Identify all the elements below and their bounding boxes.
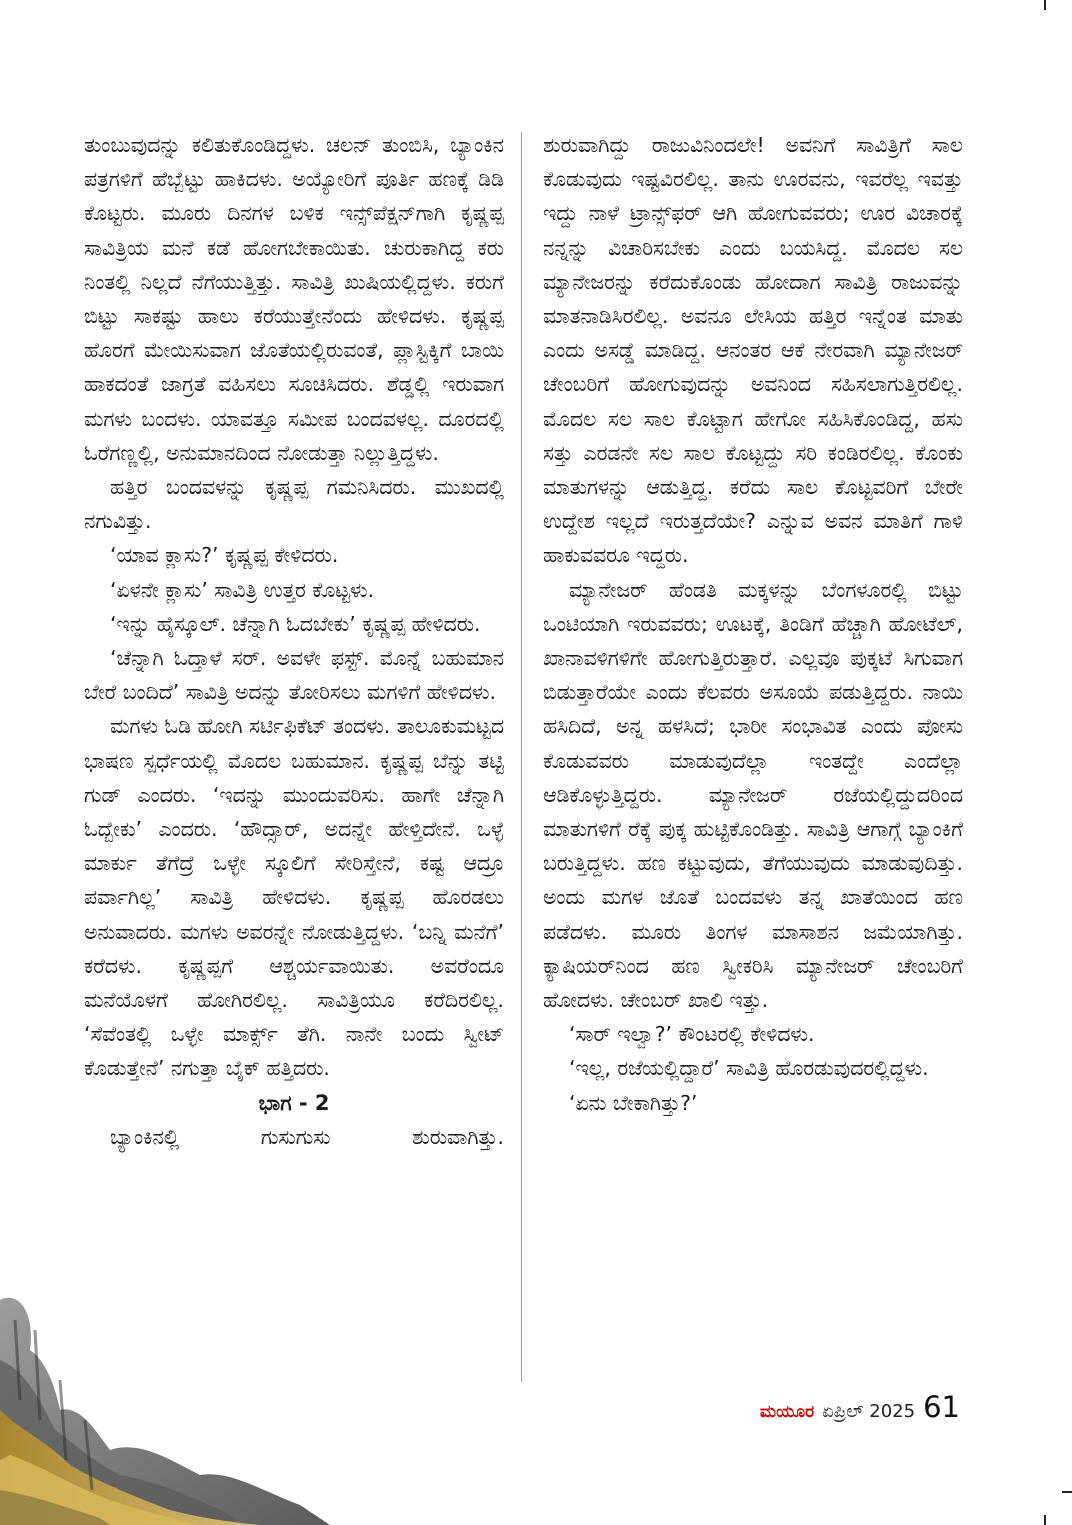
page-footer — [760, 1390, 960, 1424]
paragraph: ‘ಏಳನೇ ಕ್ಲಾಸು’ ಸಾವಿತ್ರಿ ಉತ್ತರ ಕೊಟ್ಟಳು. — [110, 577, 375, 602]
paragraph: ‘ಇಲ್ಲ, ರಜೆಯಲ್ಲಿದ್ದಾರೆ’ ಸಾವಿತ್ರಿ ಹೊರಡುವುದರಲ್ಲಿದ್ದಳು. — [569, 1056, 929, 1081]
page-number: 61 — [923, 1390, 960, 1424]
paragraph: ತುಂಬುವುದನ್ನು ಕಲಿತುಕೊಂಡಿದ್ದಳು. ಚಲನ್ ತುಂಬಿಸಿ, ಬ್ಯಾಂಕಿನ ಪತ್ರಗಳಿಗೆ ಹೆಬ್ಬೆಟ್ಟು ಹಾಕಿದಳು. ಅಯ್ಯೋರಿಗೆ ಪೂರ್ತಿ ಹಣಕ್ಕೆ ಡಿಡಿ ಕೊಟ್ಟರು. ಮೂರು ದಿನಗಳ ಬಳಿಕ ಇನ್ಸ್‌ಪೆಕ್ಷನ್‌ಗಾಗಿ ಕೃಷ್ಣಪ್ಪ ಸಾವಿತ್ರಿಯ ಮನೆ ಕಡೆ ಹೋಗಬೇಕಾಯಿತು. ಚುರುಕಾಗಿದ್ದ ಕರು ನಿಂತಲ್ಲಿ ನಿಲ್ಲದೆ ನೆಗೆಯುತ್ತಿತ್ತು. ಸಾವಿತ್ರಿ ಖುಷಿಯಲ್ಲಿದ್ದಳು. ಕರುಗೆ ಬಿಟ್ಟು ಸಾಕಷ್ಟು ಹಾಲು ಕರೆಯುತ್ತೇನೆಂದು ಹೇಳಿದಳು. ಕೃಷ್ಣಪ್ಪ ಹೊರಗೆ ಮೇಯಿಸುವಾಗ ಜೊತೆಯಲ್ಲಿರುವಂತೆ, ಪ್ಲಾಸ್ಟಿಕ್ಕಿಗೆ ಬಾಯಿ ಹಾಕದಂತೆ ಜಾಗ್ರತೆ ವಹಿಸಲು ಸೂಚಿಸಿದರು. ಶೆಡ್ಡಲ್ಲಿ ಇರುವಾಗ ಮಗಳು ಬಂದಳು. ಯಾವತ್ತೂ ಸಮೀಪ ಬಂದವಳಲ್ಲ. ದೂರದಲ್ಲಿ ಓರೆಗಣ್ಣಲ್ಲಿ, ಅನುಮಾನದಿಂದ ನೋಡುತ್ತಾ ನಿಲ್ಲುತ್ತಿದ್ದಳು. — [84, 133, 504, 465]
paragraph: ‘ಯಾವ ಕ್ಲಾಸು?’ ಕೃಷ್ಣಪ್ಪ ಕೇಳಿದರು. — [110, 543, 339, 568]
right-column — [543, 128, 963, 1120]
paragraph: ‘ಸಾರ್ ಇಲ್ವಾ?’ ಕೌಂಟರಲ್ಲಿ ಕೇಳಿದಳು. — [569, 1022, 815, 1047]
section-heading: ಭಾಗ - 2 — [258, 1090, 330, 1115]
paragraph: ‘ಏನು ಬೇಕಾಗಿತ್ತು?’ — [569, 1090, 698, 1115]
paragraph: ಹತ್ತಿರ ಬಂದವಳನ್ನು ಕೃಷ್ಣಪ್ಪ ಗಮನಿಸಿದರು. ಮುಖದಲ್ಲಿ ನಗುವಿತ್ತು. — [84, 475, 504, 534]
column-divider — [521, 132, 522, 1382]
crop-mark-bottom-right-horizontal — [1062, 1491, 1072, 1493]
issue-date: ಏಪ್ರಿಲ್ 2025 — [822, 1401, 916, 1422]
paragraph: ಮಗಳು ಓಡಿ ಹೋಗಿ ಸರ್ಟಿಫಿಕೆಟ್ ತಂದಳು. ತಾಲೂಕುಮಟ್ಟದ ಭಾಷಣ ಸ್ಪರ್ಧೆಯಲ್ಲಿ ಮೊದಲ ಬಹುಮಾನ. ಕೃಷ್ಣಪ್ಪ ಬೆನ್ನು ತಟ್ಟಿ ಗುಡ್ ಎಂದರು. ‘ಇದನ್ನು ಮುಂದುವರಿಸು. ಹಾಗೇ ಚೆನ್ನಾಗಿ ಓದ್ಬೇಕು’ ಎಂದರು. ‘ಹೌದ್ಸಾರ್, ಅದನ್ನೇ ಹೇಳ್ತಿದೇನೆ. ಒಳ್ಳೆ ಮಾರ್ಕು ತೆಗೆದ್ರೆ ಒಳ್ಳೇ ಸ್ಕೂಲಿಗೆ ಸೇರಿಸ್ತೇನೆ, ಕಷ್ಟ ಆದ್ರೂ ಪರ್ವಾಗಿಲ್ಲ’ ಸಾವಿತ್ರಿ ಹೇಳಿದಳು. ಕೃಷ್ಣಪ್ಪ ಹೊರಡಲು ಅನುವಾದರು. ಮಗಳು ಅವರನ್ನೇ ನೋಡುತ್ತಿದ್ದಳು. ‘ಬನ್ನಿ ಮನೆಗೆ’ ಕರೆದಳು. ಕೃಷ್ಣಪ್ಪಗೆ ಆಶ್ಚರ್ಯವಾಯಿತು. ಅವರೆಂದೂ ಮನೆಯೊಳಗೆ ಹೋಗಿರಲಿಲ್ಲ. ಸಾವಿತ್ರಿಯೂ ಕರೆದಿರಲಿಲ್ಲ. ‘ಸೆವೆಂತಲ್ಲಿ ಒಳ್ಳೇ ಮಾರ್ಕ್ಸ್ ತೆಗಿ. ನಾನೇ ಬಂದು ಸ್ವೀಟ್ ಕೊಡುತ್ತೇನೆ’ ನಗುತ್ತಾ ಬೈಕ್ ಹತ್ತಿದರು. — [84, 714, 504, 1081]
paragraph: ‘ಚೆನ್ನಾಗಿ ಓದ್ತಾಳೆ ಸರ್. ಅವಳೇ ಫಸ್ಟ್. ಮೊನ್ನೆ ಬಹುಮಾನ ಬೇರೆ ಬಂದಿದೆ’ ಸಾವಿತ್ರಿ ಅದನ್ನು ತೋರಿಸಲು ಮಗಳಿಗೆ ಹೇಳಿದಳು. — [84, 646, 504, 705]
paragraph: ಶುರುವಾಗಿದ್ದು ರಾಜುವಿನಿಂದಲೇ! ಅವನಿಗೆ ಸಾವಿತ್ರಿಗೆ ಸಾಲ ಕೊಡುವುದು ಇಷ್ಟವಿರಲಿಲ್ಲ. ತಾನು ಊರವನು, ಇವರೆಲ್ಲ ಇವತ್ತು ಇದ್ದು ನಾಳೆ ಟ್ರಾನ್ಸ್‌ಫರ್ ಆಗಿ ಹೋಗುವವರು; ಊರ ವಿಚಾರಕ್ಕೆ ನನ್ನನ್ನು ವಿಚಾರಿಸಬೇಕು ಎಂದು ಬಯಸಿದ್ದ. ಮೊದಲ ಸಲ ಮ್ಯಾನೇಜರನ್ನು ಕರೆದುಕೊಂಡು ಹೋದಾಗ ಸಾವಿತ್ರಿ ರಾಜುವನ್ನು ಮಾತನಾಡಿಸಿರಲಿಲ್ಲ. ಅವನೂ ಲೇಸಿಯ ಹತ್ತಿರ ಇನ್ನೆಂತ ಮಾತು ಎಂದು ಅಸಡ್ಡೆ ಮಾಡಿದ್ದ. ಆನಂತರ ಆಕೆ ನೇರವಾಗಿ ಮ್ಯಾನೇಜರ್ ಚೇಂಬರಿಗೆ ಹೋಗುವುದನ್ನು ಅವನಿಂದ ಸಹಿಸಲಾಗುತ್ತಿರಲಿಲ್ಲ. ಮೊದಲ ಸಲ ಸಾಲ ಕೊಟ್ಟಾಗ ಹೇಗೋ ಸಹಿಸಿಕೊಂಡಿದ್ದ, ಹಸು ಸತ್ತು ಎರಡನೇ ಸಲ ಸಾಲ ಕೊಟ್ಟದ್ದು ಸರಿ ಕಂಡಿರಲಿಲ್ಲ. ಕೊಂಕು ಮಾತುಗಳನ್ನು ಆಡುತ್ತಿದ್ದ. ಕರೆದು ಸಾಲ ಕೊಟ್ಟವರಿಗೆ ಬೇರೇ ಉದ್ದೇಶ ಇಲ್ಲದೆ ಇರುತ್ತದೆಯೇ? ಎನ್ನುವ ಅವನ ಮಾತಿಗೆ ಗಾಳಿ ಹಾಕುವವರೂ ಇದ್ದರು. — [543, 133, 963, 568]
painted-decoration — [0, 1290, 330, 1525]
crop-mark-top-right — [1044, 0, 1046, 10]
paragraph: ‘ಇನ್ನು ಹೈಸ್ಕೂಲ್. ಚೆನ್ನಾಗಿ ಓದಬೇಕು’ ಕೃಷ್ಣಪ್ಪ ಹೇಳಿದರು. — [110, 611, 481, 636]
crop-mark-bottom-right — [1044, 1515, 1046, 1525]
magazine-logo: ಮಯೂರ — [759, 1402, 815, 1422]
paragraph: ಮ್ಯಾನೇಜರ್ ಹೆಂಡತಿ ಮಕ್ಕಳನ್ನು ಬೆಂಗಳೂರಲ್ಲಿ ಬಿಟ್ಟು ಒಂಟಿಯಾಗಿ ಇರುವವರು; ಊಟಕ್ಕೆ, ತಿಂಡಿಗೆ ಹೆಚ್ಚಾಗಿ ಹೋಟೆಲ್, ಖಾನಾವಳಿಗಳಿಗೇ ಹೋಗುತ್ತಿರುತ್ತಾರೆ. ಎಲ್ಲವೂ ಪುಕ್ಕಟೆ ಸಿಗುವಾಗ ಬಿಡುತ್ತಾರೆಯೇ ಎಂದು ಕೆಲವರು ಅಸೂಯೆ ಪಡುತ್ತಿದ್ದರು. ನಾಯಿ ಹಸಿದಿದೆ, ಅನ್ನ ಹಳಸಿದೆ; ಭಾರೀ ಸಂಭಾವಿತ ಎಂದು ಪೋಸು ಕೊಡುವವರು ಮಾಡುವುದೆಲ್ಲಾ ಇಂತದ್ದೇ ಎಂದೆಲ್ಲಾ ಆಡಿಕೊಳ್ಳುತ್ತಿದ್ದರು. ಮ್ಯಾನೇಜರ್ ರಜೆಯಲ್ಲಿದ್ದುದರಿಂದ ಮಾತುಗಳಿಗೆ ರೆಕ್ಕೆ ಪುಕ್ಕ ಹುಟ್ಟಿಕೊಂಡಿತ್ತು. ಸಾವಿತ್ರಿ ಆಗಾಗ್ಗೆ ಬ್ಯಾಂಕಿಗೆ ಬರುತ್ತಿದ್ದಳು. ಹಣ ಕಟ್ಟುವುದು, ತೆಗೆಯುವುದು ಮಾಡುವುದಿತ್ತು. ಅಂದು ಮಗಳ ಜೊತೆ ಬಂದವಳು ತನ್ನ ಖಾತೆಯಿಂದ ಹಣ ಪಡೆದಳು. ಮೂರು ತಿಂಗಳ ಮಾಸಾಶನ ಜಮೆಯಾಗಿತ್ತು. ಕ್ಯಾಷಿಯರ್‌ನಿಂದ ಹಣ ಸ್ವೀಕರಿಸಿ ಮ್ಯಾನೇಜರ್ ಚೇಂಬರಿಗೆ ಹೋದಳು. ಚೇಂಬರ್ ಖಾಲಿ ಇತ್ತು. — [543, 577, 963, 1013]
paragraph: ಬ್ಯಾಂಕಿನಲ್ಲಿ ಗುಸುಗುಸು ಶುರುವಾಗಿತ್ತು. — [110, 1124, 504, 1149]
left-column — [84, 128, 504, 1154]
